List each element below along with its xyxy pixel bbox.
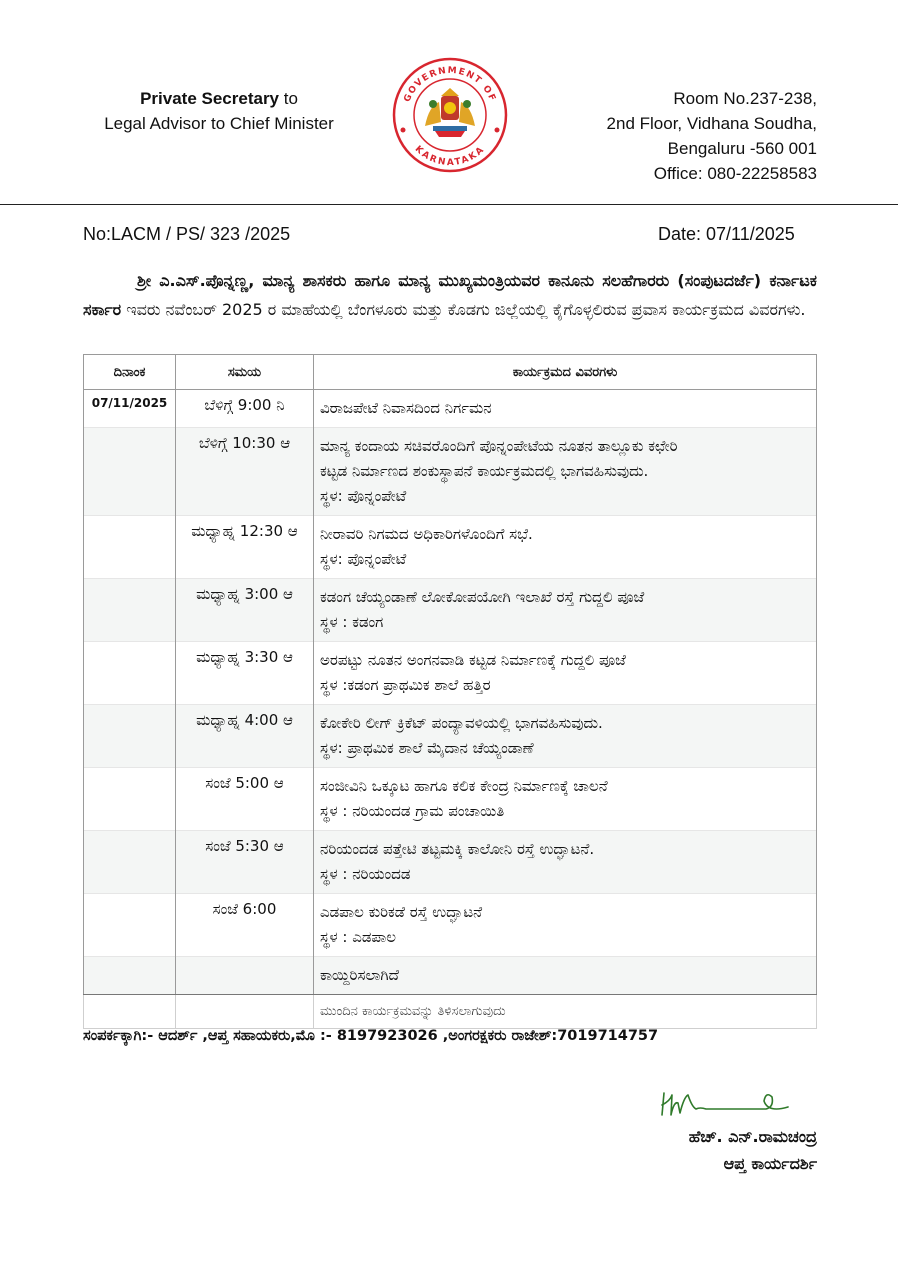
row-details: ಅರಪಟ್ಟು ನೂತನ ಅಂಗನವಾಡಿ ಕಟ್ಟಡ ನಿರ್ಮಾಣಕ್ಕೆ ಗುದ್ದಲಿ ಪೂಜೆ ಸ್ಥಳ :ಕಡಂಗ ಪ್ರಾಥಮಿಕ ಶಾಲೆ ಹತ್ತಿರ [320, 651, 626, 694]
table-row [84, 428, 817, 516]
table-row [84, 768, 817, 831]
row-details: ಕಡಂಗ ಚೆಯ್ಯಂಡಾಣೆ ಲೋಕೋಪಯೋಗಿ ಇಲಾಖೆ ರಸ್ತೆ ಗುದ್ದಲಿ ಪೂಜೆ ಸ್ಥಳ : ಕಡಂಗ [320, 588, 645, 631]
row-details: ವಿರಾಜಪೇಟೆ ನಿವಾಸದಿಂದ ನಿರ್ಗಮನ [320, 399, 492, 417]
row-details: ಎಡಪಾಲ ಕುರಿಕಡೆ ರಸ್ತೆ ಉದ್ಘಾಟನೆ ಸ್ಥಳ : ಎಡಪಾಲ [320, 903, 483, 946]
row-details: ನರಿಯಂದಡ ಪತ್ತೇಟಿ ತಟ್ಟಮಕ್ಕಿ ಕಾಲೋನಿ ರಸ್ತೆ ಉದ್ಘಾಟನೆ. ಸ್ಥಳ : ನರಿಯಂದಡ [320, 840, 595, 883]
row-details: ಕಾಯ್ದಿರಿಸಲಾಗಿದೆ [320, 966, 399, 984]
row-time: ಮಧ್ಯಾಹ್ನ 4:00 ಆ [196, 711, 293, 729]
row-time [176, 957, 313, 969]
table-row [84, 516, 817, 579]
office-address [517, 86, 817, 186]
table-row [84, 579, 817, 642]
row-date [84, 516, 175, 528]
row-date [84, 957, 175, 969]
row-date [84, 768, 175, 780]
table-header-row [84, 355, 817, 390]
table-row [84, 957, 817, 995]
table-row [84, 894, 817, 957]
reference-number: No:LACM / PS/ 323 /2025 [83, 224, 291, 244]
address-line: Room No.237-238, [673, 89, 817, 108]
signatory-name: ಹೆಚ್. ಎನ್.ರಾಮಚಂದ್ರ [688, 1127, 817, 1146]
office-phone: Office: 080-22258583 [653, 164, 817, 183]
sender-subtitle: Legal Advisor to Chief Minister [104, 114, 334, 133]
row-date [84, 705, 175, 717]
row-time: ಮಧ್ಯಾಹ್ನ 3:30 ಆ [196, 648, 293, 666]
row-details: ಕೋಕೇರಿ ಲೀಗ್ ಕ್ರಿಕೆಟ್ ಪಂದ್ಯಾವಳಿಯಲ್ಲಿ ಭಾಗವಹಿಸುವುದು. ಸ್ಥಳ: ಪ್ರಾಥಮಿಕ ಶಾಲೆ ಮೈದಾನ ಚೆಯ್ಯಂಡಾಣೆ [320, 714, 603, 757]
row-date [84, 831, 175, 843]
row-time: ಸಂಜೆ 5:30 ಆ [205, 837, 284, 855]
svg-text:GOVERNMENT OF: GOVERNMENT OF [402, 65, 498, 104]
row-time: ಬೆಳಿಗ್ಗೆ 9:00 ನಿ [204, 396, 285, 414]
row-details: ನೀರಾವರಿ ನಿಗಮದ ಅಧಿಕಾರಿಗಳೊಂದಿಗೆ ಸಭೆ. ಸ್ಥಳ: ಪೊನ್ನಂಪೇಟೆ [320, 525, 533, 568]
row-time: ಸಂಜೆ 6:00 [212, 900, 277, 918]
svg-text:KARNATAKA: KARNATAKA [412, 144, 488, 169]
address-line: Bengaluru -560 001 [667, 139, 817, 158]
contact-line: ಸಂಪರ್ಕಕ್ಕಾಗಿ:- ಆದರ್ಶ್ ,ಆಪ್ತ ಸಹಾಯಕರು,ಮೊ :- 8197923026 ,ಅಂಗರಕ್ಷಕರು ರಾಜೇಶ್:7019714757 [83, 1028, 659, 1044]
column-header-date: ದಿನಾಂಕ [84, 355, 176, 390]
row-time: ಸಂಜೆ 5:00 ಆ [205, 774, 284, 792]
intro-text: ಇವರು ನವೆಂಬರ್ 2025 ರ ಮಾಹೆಯಲ್ಲಿ ಬೆಂಗಳೂರು ಮತ್ತು ಕೊಡಗು ಜಿಲ್ಲೆಯಲ್ಲಿ ಕೈಗೊಳ್ಳಲಿರುವ ಪ್ರವಾಸ ಕಾರ್ಯಕ್ರಮದ ವಿವರಗಳು. [121, 300, 806, 319]
row-date [84, 894, 175, 906]
row-time: ಮಧ್ಯಾಹ್ನ 3:00 ಆ [196, 585, 293, 603]
address-line: 2nd Floor, Vidhana Soudha, [606, 114, 817, 133]
table-row [84, 642, 817, 705]
handwritten-signature [656, 1087, 796, 1121]
signatory-block [689, 1123, 817, 1177]
sender-title-suffix: to [279, 89, 298, 108]
row-date [84, 428, 175, 440]
signatory-designation: ಆಪ್ತ ಕಾರ್ಯದರ್ಶಿ [723, 1154, 817, 1173]
intro-paragraph [83, 266, 817, 324]
government-of-karnataka-seal-logo [389, 56, 511, 174]
intro-bold: ಶ್ರೀ ಎ.ಎಸ್.ಪೊನ್ನಣ್ಣ, ಮಾನ್ಯ ಶಾಸಕರು ಹಾಗೂ ಮಾನ್ಯ ಮುಖ್ಯಮಂತ್ರಿಯವರ ಕಾನೂನು ಸಲಹೆಗಾರರು (ಸಂಪುಟದರ್ಜೆ) ಕರ್ನಾಟಕ ಸರ್ಕಾರ [83, 271, 817, 319]
row-time: ಬೆಳಿಗ್ಗೆ 10:30 ಆ [198, 434, 291, 452]
row-date [84, 579, 175, 591]
table-footer-row [84, 995, 817, 1029]
table-row [84, 831, 817, 894]
sender-title-block [60, 86, 378, 136]
row-time: ಮಧ್ಯಾಹ್ನ 12:30 ಆ [191, 522, 298, 540]
sender-title: Private Secretary [140, 89, 280, 108]
column-header-time: ಸಮಯ [176, 355, 314, 390]
schedule-table [83, 354, 817, 1029]
row-date: 07/11/2025 [91, 396, 168, 410]
row-details: ಸಂಜೀವಿನಿ ಒಕ್ಕೂಟ ಹಾಗೂ ಕಲಿಕ ಕೇಂದ್ರ ನಿರ್ಮಾಣಕ್ಕೆ ಚಾಲನೆ ಸ್ಥಳ : ನರಿಯಂದಡ ಗ್ರಾಮ ಪಂಚಾಯಿತಿ [320, 777, 608, 820]
header-divider [0, 204, 898, 205]
table-row [84, 705, 817, 768]
column-header-details: ಕಾರ್ಯಕ್ರಮದ ವಿವರಗಳು [314, 355, 817, 390]
footer-note: ಮುಂದಿನ ಕಾರ್ಯಕ್ರಮವನ್ನು ತಿಳಿಸಲಾಗುವುದು [320, 1004, 506, 1019]
row-details: ಮಾನ್ಯ ಕಂದಾಯ ಸಚಿವರೊಂದಿಗೆ ಪೊನ್ನಂಪೇಟೆಯ ನೂತನ ತಾಲ್ಲೂಕು ಕಛೇರಿ ಕಟ್ಟಡ ನಿರ್ಮಾಣದ ಶಂಕುಸ್ಥಾಪನೆ ಕಾರ್ಯಕ್ರಮದಲ್ಲಿ ಭಾಗವಹಿಸುವುದು. ಸ್ಥಳ: ಪೊನ್ನಂಪೇಟೆ [320, 437, 678, 505]
row-date [84, 642, 175, 654]
table-row [84, 390, 817, 428]
letter-date: Date: 07/11/2025 [658, 224, 795, 244]
